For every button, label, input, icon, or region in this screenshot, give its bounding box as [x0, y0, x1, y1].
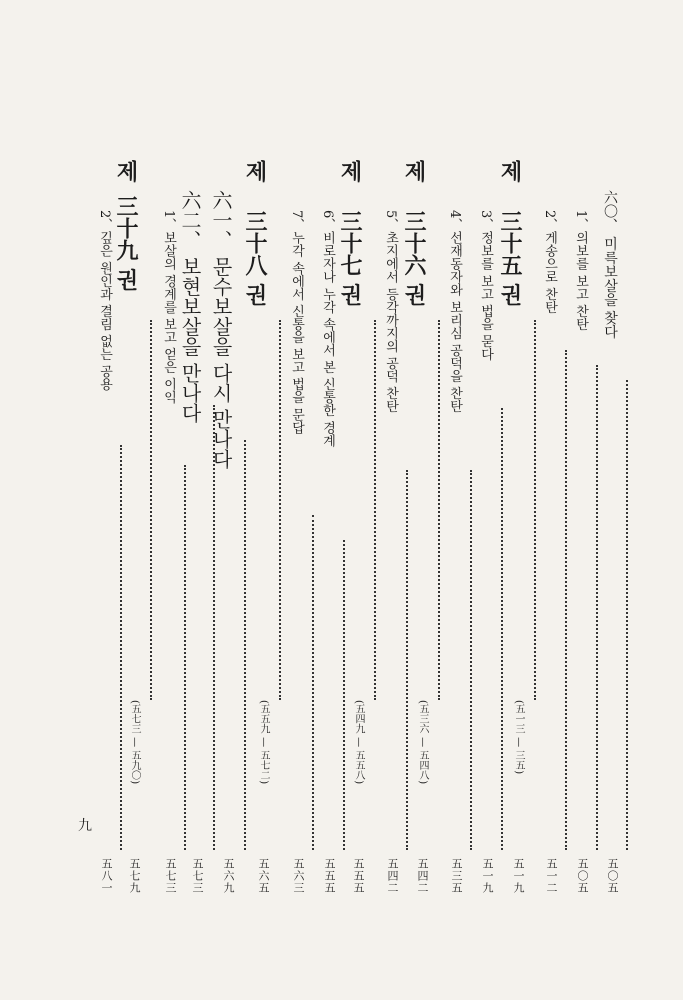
entry-label: 3、정보를 보고 법을 묻다 — [478, 210, 493, 361]
leader-dots — [150, 320, 152, 700]
entry-label: 2、깊은 원인과 결림 없는 공용 — [97, 210, 112, 391]
leader-dots — [406, 470, 408, 850]
leader-dots — [343, 540, 345, 850]
entry-label: 6、비로자나 누각 속에서 본 신통한 경계 — [320, 210, 335, 447]
entry-label: 1、보살의 경계를 보고 얻은 이익 — [161, 210, 176, 404]
page-number: 五八一 — [100, 858, 113, 894]
leader-dots — [244, 440, 246, 850]
page-number: 五〇五 — [576, 858, 589, 894]
page-number: 五一九 — [481, 858, 494, 894]
volume-prefix: 제 — [113, 160, 139, 182]
entry-label: 4、선재동자와 보리심 공덕을 찬탄 — [447, 210, 462, 413]
page-number: 五七九 — [128, 858, 141, 894]
volume-title: 三十五 권 — [497, 210, 523, 306]
entry-label: 2、게송으로 찬탄 — [542, 210, 557, 314]
entry-label: 六一、 문수보살을 다시 만나다 — [209, 190, 233, 470]
page-number: 五七三 — [164, 858, 177, 894]
leader-dots — [184, 465, 186, 850]
leader-dots — [501, 408, 503, 850]
entry-label: 7、누각 속에서 신통을 보고 법을 문답 — [289, 210, 304, 434]
leader-dots — [279, 320, 281, 700]
page-range: (五五九 — 五七二) — [258, 700, 269, 785]
leader-dots — [312, 515, 314, 850]
leader-dots — [374, 320, 376, 700]
leader-dots — [470, 470, 472, 850]
entry-label: 六二、 보현보살을 만나다 — [178, 190, 202, 423]
volume-title: 三十八 권 — [242, 210, 268, 306]
leader-dots — [438, 320, 440, 700]
page-number: 五一九 — [512, 858, 525, 894]
page-range: (五三六 — 五四八) — [417, 700, 428, 785]
page-number: 五六五 — [257, 858, 270, 894]
page-number: 五四二 — [416, 858, 429, 894]
page-folio: 九 — [78, 818, 92, 834]
volume-prefix: 제 — [337, 160, 363, 182]
page-number: 五五五 — [352, 858, 365, 894]
volume-prefix: 제 — [242, 160, 268, 182]
volume-title: 三十九 권 — [113, 195, 139, 291]
page-range: (五一三 — 三五) — [513, 700, 524, 775]
page-number: 五六九 — [222, 858, 235, 894]
page-range: (五四九 — 五五八) — [353, 700, 364, 785]
volume-title: 三十六 권 — [401, 210, 427, 306]
leader-dots — [626, 380, 628, 850]
page-number: 五〇五 — [606, 858, 619, 894]
entry-label: 5、초지에서 등각까지의 공덕 찬탄 — [383, 210, 398, 413]
leader-dots — [534, 320, 536, 700]
volume-prefix: 제 — [401, 160, 427, 182]
volume-title: 三十七 권 — [337, 210, 363, 306]
page-number: 五六三 — [292, 858, 305, 894]
leader-dots — [565, 350, 567, 850]
entry-label: 六〇、 미륵보살을 찾다 — [602, 190, 618, 339]
page-number: 五五五 — [323, 858, 336, 894]
page-number: 五七三 — [191, 858, 204, 894]
volume-prefix: 제 — [497, 160, 523, 182]
leader-dots — [213, 405, 215, 850]
leader-dots — [596, 365, 598, 850]
page-range: (五七三 — 五九〇) — [129, 700, 140, 785]
page-number: 五一二 — [545, 858, 558, 894]
page-number: 五四二 — [386, 858, 399, 894]
leader-dots — [120, 445, 122, 850]
page-number: 五三五 — [450, 858, 463, 894]
entry-label: 1、의보를 보고 찬탄 — [573, 210, 588, 331]
